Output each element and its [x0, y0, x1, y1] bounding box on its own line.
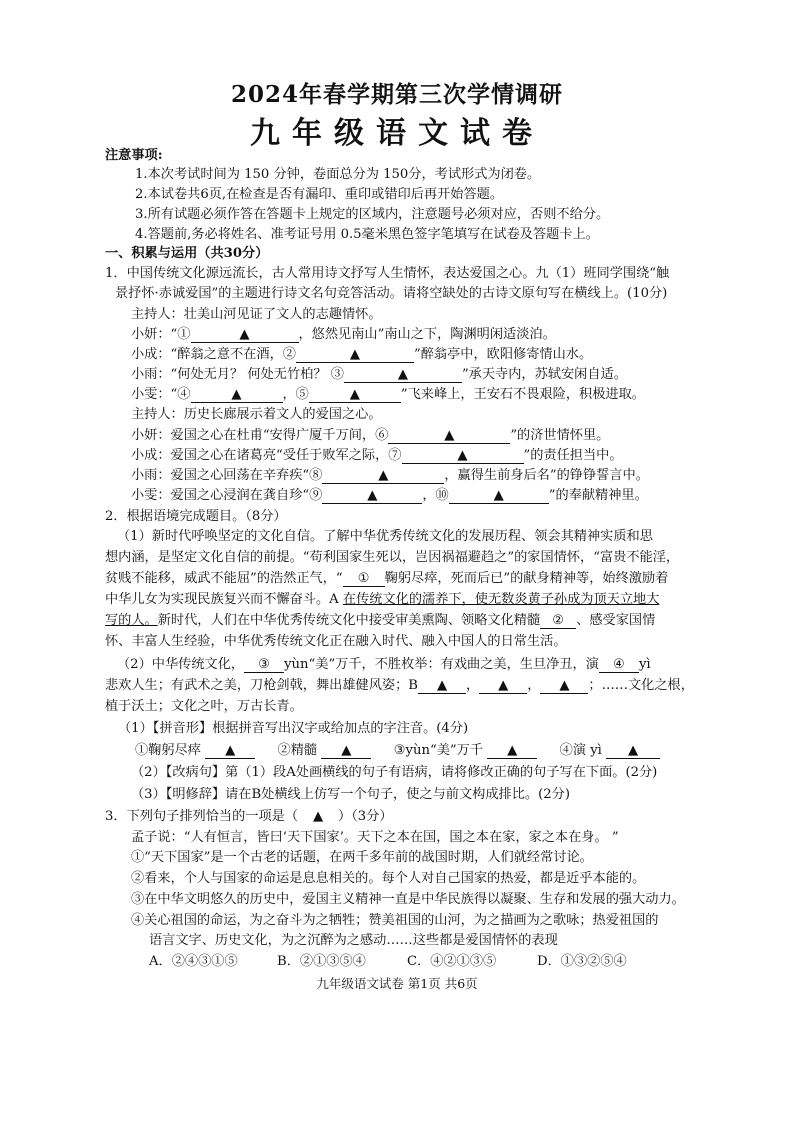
notice-heading: 注意事项:: [105, 148, 163, 163]
line-text: ；……文化之根，: [588, 678, 694, 693]
pinyin-item: ④演 yì: [559, 743, 602, 758]
q2-subquestion: （1）【拼音形】根据拼音写出汉字或给加点的字注音。(4分): [118, 721, 469, 736]
line-text: ”的济世情怀里。: [510, 428, 610, 443]
q3-stem: [105, 808, 393, 826]
underlined-sentence-a: 写的人。: [105, 613, 158, 628]
line-text: 悲欢人生；有武术之美，刀枪剑戟，舞出雄健风姿；B: [105, 678, 419, 693]
line-text: ”飞来峰上，王安石不畏艰险，积极进取。: [400, 387, 645, 402]
q2-paragraph: [105, 570, 668, 588]
q2-paragraph: 植于沃土；文化之叶，万古长青。: [105, 699, 303, 714]
line-text: 小雯：“④: [131, 387, 191, 402]
q2-paragraph: [105, 677, 694, 695]
line-text: 新时代，人们在中华优秀传统文化中接受审美熏陶、领略文化精髓: [157, 613, 541, 628]
pinyin-item: ③yùn“美”万千: [393, 743, 484, 758]
q3-option-sentence: ③在中华文明悠久的历史中，爱国主义精神一直是中华民族得以凝聚、生存和发展的强大动力。: [131, 892, 685, 907]
notice-item: 3.所有试题必须作答在答题卡上规定的区域内，注意题号必须对应，否则不给分。: [135, 207, 610, 222]
answer-blank[interactable]: ▲: [487, 743, 537, 759]
answer-blank[interactable]: ▲: [309, 387, 401, 403]
exam-subtitle: 九年级语文试卷: [250, 116, 544, 151]
q2-stem: 2．根据语境完成题目。（8分）: [105, 509, 287, 524]
answer-blank[interactable]: ▲: [449, 488, 549, 504]
notice-item: 4.答题前,务必将姓名、准考证号用 0.5毫米黑色签字笔填写在试卷及答题卡上。: [135, 227, 599, 242]
q2-paragraph: （1）新时代呼唤坚定的文化自信。了解中华优秀传统文化的发展历程、领会其精神实质和思: [117, 529, 653, 544]
line-text: 3．下列句子排列恰当的一项是（: [105, 809, 299, 824]
pinyin-item: ②精髓: [277, 743, 318, 758]
line-text: 小妍：爱国之心在杜甫“安得广厦千万间，⑥: [131, 428, 389, 443]
answer-blank[interactable]: ▲: [205, 743, 255, 759]
q2-paragraph: [117, 656, 651, 674]
line-text: ）（3分）: [338, 809, 393, 824]
q1-host: 主持人：壮美山河见证了文人的志趣情怀。: [131, 307, 382, 322]
line-text: ，: [466, 678, 480, 693]
line-text: 中华儿女为实现民族复兴而不懈奋斗。A: [105, 592, 343, 607]
q2-subquestion: （3）【明修辞】请在B处横线上仿写一个句子，使之与前文构成排比。(2分): [131, 787, 570, 802]
answer-blank[interactable]: ▲: [388, 428, 510, 444]
q3-option-sentence: 语言文字、历史文化，为之沉醉为之感动……这些都是爱国情怀的表现: [149, 933, 558, 948]
notice-item: 1.本次考试时间为 150 分钟，卷面总分为 150分，考试形式为闭卷。: [135, 167, 541, 182]
q1-line: [131, 346, 592, 364]
q3-choice-d[interactable]: D．①③②⑤④: [537, 954, 627, 969]
exam-title: 2024年春学期第三次学情调研: [230, 81, 563, 108]
line-text: 小成：爱国之心在诸葛亮“受任于败军之际，⑦: [131, 448, 402, 463]
line-text: （2）中华传统文化，: [117, 657, 245, 672]
answer-blank[interactable]: ▲: [191, 327, 299, 343]
q3-choice-b[interactable]: B．②①③⑤④: [277, 954, 366, 969]
q2-paragraph: 想内涵，是坚定文化自信的前提。“苟利国家生死以，岂因祸福避趋之”的家国情怀，“富贵不能淫，: [105, 550, 680, 565]
q3-option-sentence: ④关心祖国的命运，为之奋斗为之牺牲；赞美祖国的山河，为之描画为之歌咏；热爱祖国的: [131, 913, 659, 928]
line-text: 小成：“醉翁之意不在酒，②: [131, 347, 296, 362]
q1-line: [131, 386, 645, 404]
q1-line: [131, 467, 649, 485]
q1-line: [131, 487, 648, 505]
q1-line: [131, 366, 627, 384]
answer-blank[interactable]: ▲: [606, 743, 660, 759]
q2-paragraph: 怀、丰富人生经验，中华优秀传统文化正在融入时代、融入中国人的日常生活。: [105, 634, 567, 649]
q2-subquestion: （2）【改病句】第（1）段A处画横线的句子有语病，请将修改正确的句子写在下面。(2分): [131, 765, 658, 780]
line-text: 贫贱不能移，威武不能屈”的浩然正气，“: [105, 571, 343, 586]
pinyin-item: ①鞠躬尽瘁: [135, 743, 201, 758]
line-text: 小雯：爱国之心浸润在龚自珍“⑨: [131, 488, 323, 503]
line-text: ”的责任担当中。: [523, 448, 623, 463]
fill-blank[interactable]: ①: [343, 571, 385, 587]
fill-blank[interactable]: ③: [244, 657, 284, 673]
answer-blank[interactable]: ▲: [296, 347, 414, 363]
line-text: 、感受家国情: [576, 613, 656, 628]
fill-blank[interactable]: ④: [599, 657, 639, 673]
line-text: 鞠躬尽瘁，死而后已”的献身精神等，始终激励着: [384, 571, 669, 586]
answer-blank[interactable]: ▲: [321, 743, 371, 759]
line-text: ，: [527, 678, 541, 693]
line-text: 小雨：“何处无月？ 何处无竹柏？ ③: [131, 367, 344, 382]
q1-stem: 景抒怀·赤诚爱国”的主题进行诗文名句竞答活动。请将空缺处的古诗文原句写在横线上。(10分): [115, 286, 668, 301]
underlined-sentence-a: 在传统文化的濡养下，使无数炎黄子孙成为顶天立地大: [342, 592, 660, 607]
page-footer: 九年级语文试卷 第1页 共6页: [316, 976, 478, 991]
answer-blank[interactable]: ▲: [479, 678, 527, 694]
q1-line: [131, 447, 623, 465]
q3-choice-c[interactable]: C．④②①③⑤: [407, 954, 497, 969]
q3-option-sentence: ②看来，个人与国家的命运是息息相关的。每个人对自己国家的热爱，都是近乎本能的。: [131, 871, 646, 886]
line-text: ，赢得生前身后名”的铮铮誓言中。: [444, 468, 649, 483]
q1-line: [131, 326, 556, 344]
notice-item: 2.本试卷共6页,在检查是否有漏印、重印或错印后再开始答题。: [135, 187, 504, 202]
answer-blank[interactable]: ▲: [344, 367, 462, 383]
q2-paragraph: [105, 591, 659, 609]
line-text: ”醉翁亭中，欧阳修寄情山水。: [414, 347, 593, 362]
answer-slot[interactable]: ▲: [312, 809, 324, 824]
line-text: ”承天寺内，苏轼安闲自适。: [461, 367, 627, 382]
line-text: ，⑩: [422, 488, 449, 503]
answer-blank[interactable]: ▲: [322, 468, 444, 484]
answer-blank[interactable]: ▲: [322, 488, 422, 504]
line-text: 小雨：爱国之心回荡在辛弃疾“⑧: [131, 468, 323, 483]
q2-paragraph: [105, 612, 655, 630]
line-text: ，悠然见南山”南山之下，陶渊明闲适淡泊。: [298, 327, 556, 342]
line-text: yùn“美”万千，不胜枚举：有戏曲之美，生旦净丑，演: [284, 657, 599, 672]
q3-choice-a[interactable]: A．②④③①⑤: [149, 954, 238, 969]
line-text: 小妍：“①: [131, 327, 191, 342]
answer-blank[interactable]: ▲: [418, 678, 466, 694]
q1-host: 主持人：历史长廊展示着文人的爱国之心。: [131, 407, 382, 422]
q1-stem: 1．中国传统文化源远流长，古人常用诗文抒写人生情怀，表达爱国之心。九（1）班同学围绕“触: [105, 266, 670, 281]
line-text: ，⑤: [282, 387, 309, 402]
section-heading: 一、积累与运用（共30分）: [105, 246, 269, 261]
q3-option-sentence: 孟子说：“人有恒言，皆曰‘天下国家’。天下之本在国，国之本在家，家之本在身。 ”: [131, 830, 619, 845]
answer-blank[interactable]: ▲: [402, 448, 524, 464]
line-text: yì: [638, 657, 651, 672]
answer-blank[interactable]: ▲: [191, 387, 283, 403]
q1-line: [131, 427, 609, 445]
q2-pinyin-row: [135, 742, 660, 760]
line-text: ”的奉献精神里。: [548, 488, 648, 503]
q3-option-sentence: ①“天下国家”是一个古老的话题，在两千多年前的战国时期，人们就经常讨论。: [131, 850, 593, 865]
fill-blank[interactable]: ②: [540, 613, 576, 629]
answer-blank[interactable]: ▲: [540, 678, 588, 694]
